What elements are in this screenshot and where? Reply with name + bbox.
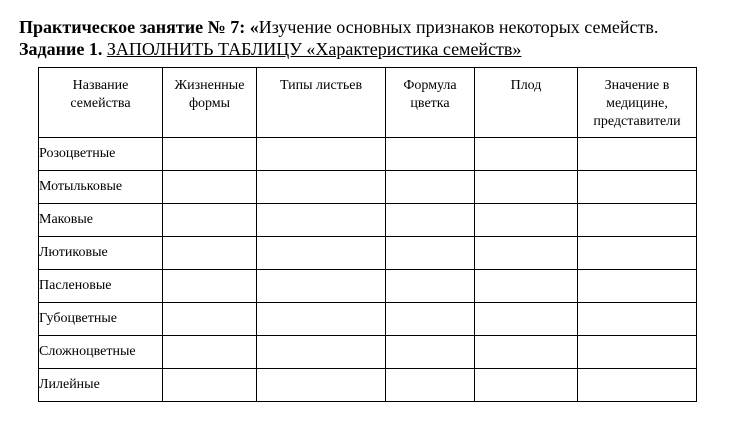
life-forms-cell[interactable] — [163, 270, 257, 303]
flower-formula-cell[interactable] — [386, 138, 475, 171]
fruit-cell[interactable] — [475, 336, 578, 369]
flower-formula-cell[interactable] — [386, 204, 475, 237]
table-row — [39, 204, 697, 237]
table-row — [39, 336, 697, 369]
header-medical-value: Значение в медицине, представители — [578, 68, 697, 138]
task-label: Задание 1. — [19, 39, 103, 59]
flower-formula-cell[interactable] — [386, 369, 475, 402]
task-title — [19, 38, 739, 60]
family-name-cell: Губоцветные — [39, 303, 163, 336]
leaf-types-cell[interactable] — [257, 171, 386, 204]
life-forms-cell[interactable] — [163, 171, 257, 204]
medical-value-cell[interactable] — [578, 270, 697, 303]
header-leaf-types: Типы листьев — [257, 68, 386, 138]
fruit-cell[interactable] — [475, 270, 578, 303]
family-name-cell: Пасленовые — [39, 270, 163, 303]
life-forms-cell[interactable] — [163, 138, 257, 171]
medical-value-cell[interactable] — [578, 204, 697, 237]
header-fruit: Плод — [475, 68, 578, 138]
fruit-cell[interactable] — [475, 369, 578, 402]
medical-value-cell[interactable] — [578, 138, 697, 171]
medical-value-cell[interactable] — [578, 237, 697, 270]
family-name-cell: Мотыльковые — [39, 171, 163, 204]
fruit-cell[interactable] — [475, 237, 578, 270]
medical-value-cell[interactable] — [578, 171, 697, 204]
header-flower-formula: Формула цветка — [386, 68, 475, 138]
leaf-types-cell[interactable] — [257, 204, 386, 237]
table-body — [39, 138, 697, 402]
life-forms-cell[interactable] — [163, 369, 257, 402]
table-row — [39, 303, 697, 336]
table-row — [39, 270, 697, 303]
table-row — [39, 171, 697, 204]
leaf-types-cell[interactable] — [257, 138, 386, 171]
fruit-cell[interactable] — [475, 171, 578, 204]
practical-topic: Изучение основных признаков некоторых семейств. — [258, 17, 659, 37]
leaf-types-cell[interactable] — [257, 369, 386, 402]
family-name-cell: Сложноцветные — [39, 336, 163, 369]
practical-title — [19, 16, 739, 38]
family-name-cell: Лилейные — [39, 369, 163, 402]
flower-formula-cell[interactable] — [386, 270, 475, 303]
medical-value-cell[interactable] — [578, 336, 697, 369]
flower-formula-cell[interactable] — [386, 171, 475, 204]
header-family-name: Название семейства — [39, 68, 163, 138]
flower-formula-cell[interactable] — [386, 303, 475, 336]
fruit-cell[interactable] — [475, 138, 578, 171]
flower-formula-cell[interactable] — [386, 336, 475, 369]
family-name-cell: Розоцветные — [39, 138, 163, 171]
flower-formula-cell[interactable] — [386, 237, 475, 270]
leaf-types-cell[interactable] — [257, 336, 386, 369]
fruit-cell[interactable] — [475, 303, 578, 336]
life-forms-cell[interactable] — [163, 204, 257, 237]
leaf-types-cell[interactable] — [257, 270, 386, 303]
life-forms-cell[interactable] — [163, 237, 257, 270]
table-row — [39, 237, 697, 270]
family-name-cell: Маковые — [39, 204, 163, 237]
fruit-cell[interactable] — [475, 204, 578, 237]
life-forms-cell[interactable] — [163, 336, 257, 369]
medical-value-cell[interactable] — [578, 369, 697, 402]
document-heading — [19, 16, 739, 60]
family-name-cell: Лютиковые — [39, 237, 163, 270]
table-row — [39, 138, 697, 171]
table-header-row — [39, 68, 697, 138]
header-life-forms: Жизненные формы — [163, 68, 257, 138]
practical-label: Практическое занятие № 7: « — [19, 17, 259, 37]
families-table — [38, 67, 697, 402]
table-row — [39, 369, 697, 402]
leaf-types-cell[interactable] — [257, 237, 386, 270]
medical-value-cell[interactable] — [578, 303, 697, 336]
life-forms-cell[interactable] — [163, 303, 257, 336]
leaf-types-cell[interactable] — [257, 303, 386, 336]
task-instruction: ЗАПОЛНИТЬ ТАБЛИЦУ «Характеристика семейств» — [106, 39, 522, 59]
